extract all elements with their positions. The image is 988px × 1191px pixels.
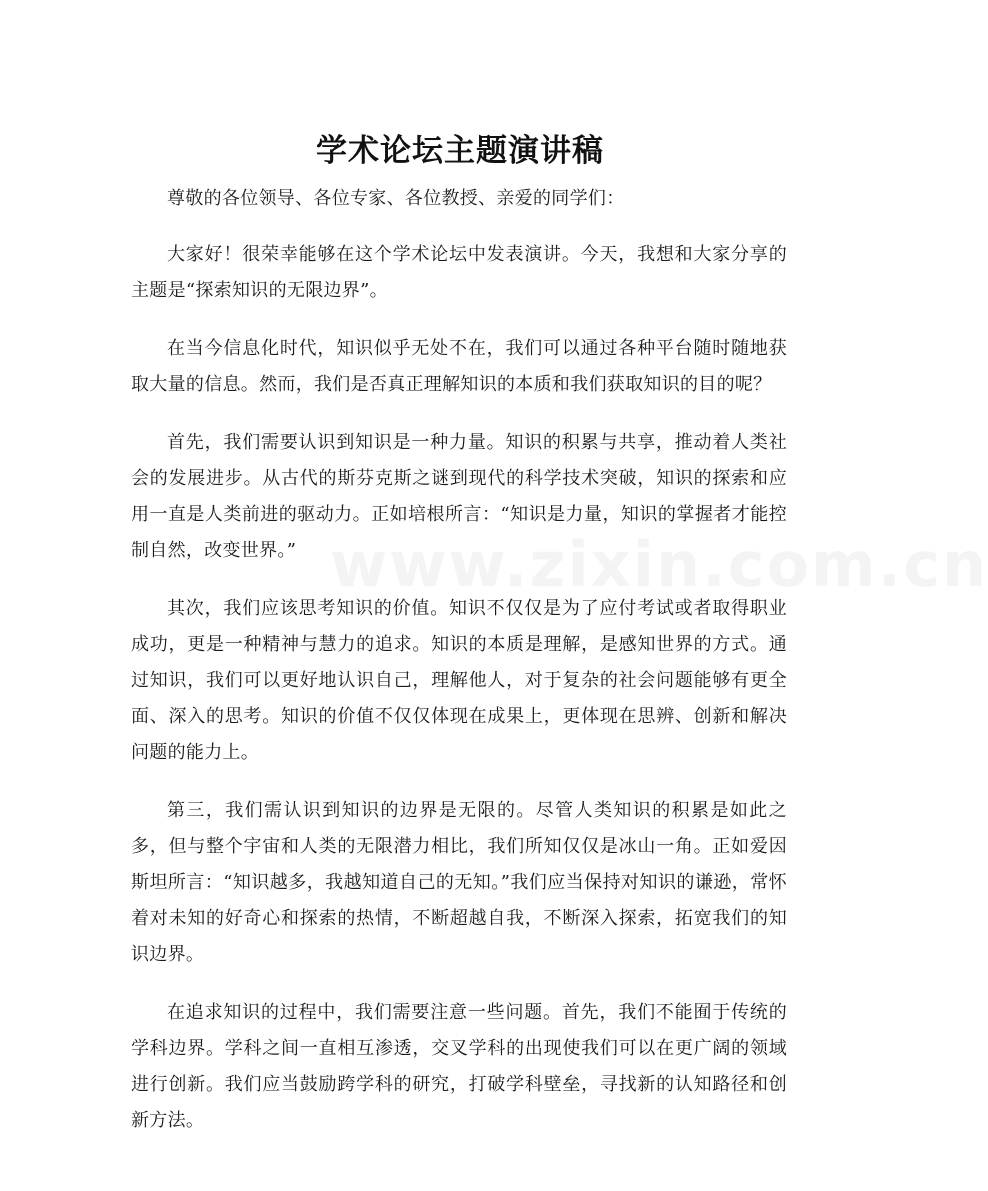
watermark: www.zixin.com.cn (330, 528, 988, 601)
paragraph-third-point: 第三，我们需认识到知识的边界是无限的。尽管人类知识的积累是如此之多，但与整个宇宙和人类的无限潜力相比，我们所知仅仅是冰山一角。正如爱因斯坦所言：“知识越多，我越知道自己的无知。”我们应当保持对知识的谦逊，常怀着对未知的好奇心和探索的热情，不断超越自我，不断深入探索，拓宽我们的知识边界。 (131, 800, 787, 965)
paragraph-intro: 在当今信息化时代，知识似乎无处不在，我们可以通过各种平台随时随地获取大量的信息。然而，我们是否真正理解知识的本质和我们获取知识的目的呢？ (131, 338, 787, 395)
paragraph-first-point: 首先，我们需要认识到知识是一种力量。知识的积累与共享，推动着人类社会的发展进步。从古代的斯芬克斯之谜到现代的科学技术突破，知识的探索和应用一直是人类前进的驱动力。正如培根所言：“知识是力量，知识的掌握者才能控制自然，改变世界。” (131, 432, 787, 561)
paragraph-issues: 在追求知识的过程中，我们需要注意一些问题。首先，我们不能囿于传统的学科边界。学科之间一直相互渗透，交叉学科的出现使我们可以在更广阔的领域进行创新。我们应当鼓励跨学科的研究，打破学科壁垒，寻找新的认知路径和创新方法。 (131, 1002, 787, 1131)
document-body (131, 181, 787, 1161)
paragraph-greeting: 大家好！很荣幸能够在这个学术论坛中发表演讲。今天，我想和大家分享的主题是“探索知识的无限边界”。 (131, 244, 787, 301)
document-title: 学术论坛主题演讲稿 (316, 132, 604, 169)
paragraph-salutation: 尊敬的各位领导、各位专家、各位教授、亲爱的同学们： (167, 188, 625, 209)
paragraph-second-point: 其次，我们应该思考知识的价值。知识不仅仅是为了应付考试或者取得职业成功，更是一种精神与慧力的追求。知识的本质是理解，是感知世界的方式。通过知识，我们可以更好地认识自己，理解他人，对于复杂的社会问题能够有更全面、深入的思考。知识的价值不仅仅体现在成果上，更体现在思辨、创新和解决问题的能力上。 (131, 598, 787, 763)
